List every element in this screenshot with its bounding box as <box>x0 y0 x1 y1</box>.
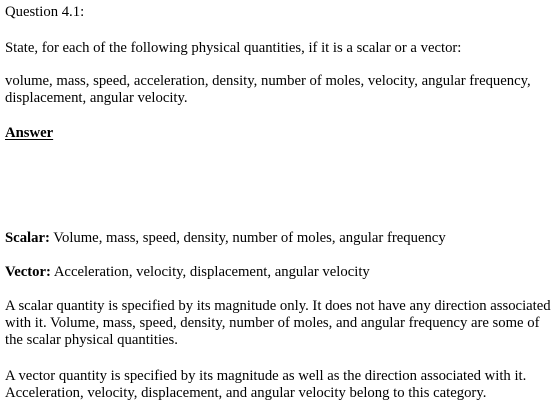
question-prompt: State, for each of the following physical quantities, if it is a scalar or a vector: <box>5 40 462 56</box>
vector-explanation: A vector quantity is specified by its magnitude as well as the direction associated with it. Acceleration, velocity, displacement, and angular velocity belong to this category. <box>5 368 527 401</box>
vector-label: Vector: <box>5 264 51 280</box>
scalar-text: Volume, mass, speed, density, number of moles, angular frequency <box>49 230 446 246</box>
scalar-line <box>5 230 446 247</box>
scalar-explanation: A scalar quantity is specified by its magnitude only. It does not have any direction associated with it. Volume, mass, speed, density, number of moles, and angular frequency are some of the scalar physical quantities. <box>5 298 551 348</box>
question-items: volume, mass, speed, acceleration, density, number of moles, velocity, angular frequency, displacement, angular velocity. <box>5 73 531 106</box>
answer-heading: Answer <box>5 125 54 141</box>
scalar-label: Scalar: <box>5 230 50 246</box>
vector-text: Acceleration, velocity, displacement, angular velocity <box>50 264 370 280</box>
vector-line <box>5 264 370 281</box>
question-title: Question 4.1: <box>5 4 85 20</box>
